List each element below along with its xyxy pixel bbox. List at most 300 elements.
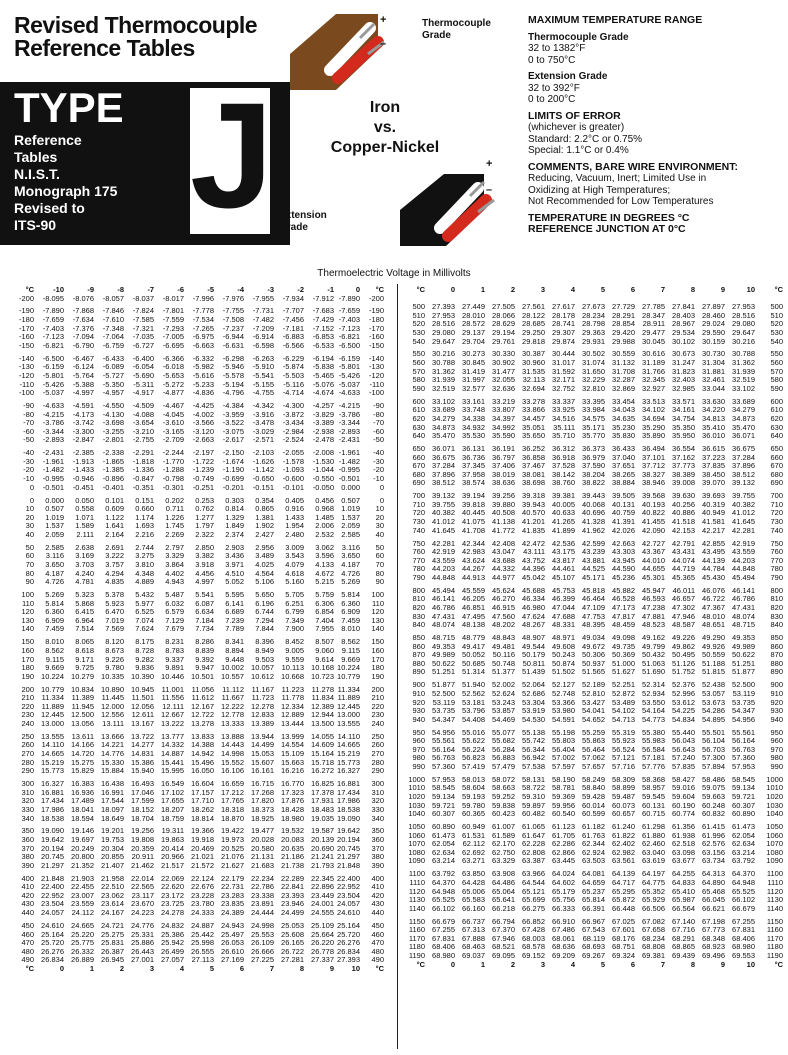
table-cell: 26.610 xyxy=(221,946,244,956)
table-cell: 6.964 xyxy=(75,615,94,625)
table-cell: 18.814 xyxy=(191,813,214,823)
table-cell: 34.992 xyxy=(492,422,515,432)
table-cell: -5.874 xyxy=(282,362,304,372)
table-cell: -4.300 xyxy=(282,401,304,411)
table-cell: 65.525 xyxy=(432,895,455,905)
table-cell: 63.908 xyxy=(492,869,515,879)
table-cell: 480 xyxy=(21,946,34,956)
table-cell: 47.495 xyxy=(462,611,485,621)
table-cell: 140 xyxy=(21,624,34,634)
table-cell: -7.181 xyxy=(282,323,304,333)
table-cell: -2.197 xyxy=(192,448,214,458)
table-cell: -6.883 xyxy=(282,332,304,342)
table-cell: 49.034 xyxy=(582,633,605,643)
table-cell: 68.119 xyxy=(582,933,605,943)
table-cell: 3 xyxy=(149,963,154,973)
table-cell: -0.946 xyxy=(72,474,94,484)
table-cell: 1080 xyxy=(408,847,425,857)
table-cell: 61.473 xyxy=(432,830,455,840)
table-cell: 39.880 xyxy=(492,499,515,509)
table-cell: 820 xyxy=(412,602,425,612)
table-cell: 60.599 xyxy=(582,809,605,819)
table-cell: 64.717 xyxy=(612,877,635,887)
table-cell: 1130 xyxy=(766,895,783,905)
table-cell: 30.216 xyxy=(432,349,455,359)
table-cell: 67.025 xyxy=(612,916,635,926)
table-cell: 45.882 xyxy=(612,585,635,595)
table-cell: 45.107 xyxy=(552,572,575,582)
table-cell: 10.612 xyxy=(251,671,274,681)
table-cell: 12.778 xyxy=(221,710,244,720)
table-cell: 510 xyxy=(770,310,783,320)
table-cell: 4.726 xyxy=(341,568,360,578)
table-cell: 690 xyxy=(770,478,783,488)
table-cell: 410 xyxy=(371,882,384,892)
table-cell: 4.889 xyxy=(135,577,154,587)
table-cell: -0.501 xyxy=(42,482,64,492)
table-cell: 6.360 xyxy=(341,598,360,608)
table-cell: 34.873 xyxy=(732,413,755,423)
table-cell: 680 xyxy=(412,469,425,479)
table-cell: 61.415 xyxy=(702,822,725,832)
table-cell: -0.201 xyxy=(222,482,244,492)
table-cell: -7.482 xyxy=(252,315,274,325)
table-cell: 64.139 xyxy=(612,869,635,879)
table-cell: -8.057 xyxy=(102,293,124,303)
table-cell: 36.433 xyxy=(612,443,635,453)
table-cell: -1 xyxy=(327,285,334,294)
table-cell: 0 xyxy=(29,482,34,492)
table-cell: 7.404 xyxy=(315,615,334,625)
table-cell: 28.403 xyxy=(672,310,695,320)
table-cell: 20.800 xyxy=(71,852,94,862)
table-cell: 34.102 xyxy=(642,405,665,415)
table-cell: -1.913 xyxy=(72,456,94,466)
table-cell: 1190 xyxy=(766,951,783,961)
table-cell: 52.748 xyxy=(552,688,575,698)
table-cell: 35.470 xyxy=(732,422,755,432)
table-cell: -3.786 xyxy=(338,409,360,419)
table-cell: 40.696 xyxy=(582,508,605,518)
table-cell: 44.139 xyxy=(702,555,725,565)
table-cell: 38.636 xyxy=(492,478,515,488)
table-cell: -7.321 xyxy=(132,323,154,333)
table-cell: 65.987 xyxy=(672,895,695,905)
table-cell: 31.247 xyxy=(672,358,695,368)
table-cell: 41.075 xyxy=(462,517,485,527)
table-cell: 69.553 xyxy=(732,951,755,961)
table-cell: 53.980 xyxy=(552,706,575,716)
table-cell: 56.464 xyxy=(582,744,605,754)
tc-grade-f: 32 to 1382°F xyxy=(528,43,586,54)
table-cell: 15.386 xyxy=(131,757,154,767)
table-cell: -70 xyxy=(373,418,384,428)
table-cell: 64.544 xyxy=(522,877,545,887)
table-cell: 36.373 xyxy=(582,443,605,453)
table-cell: 62.982 xyxy=(612,847,635,857)
table-cell: 33.161 xyxy=(462,396,485,406)
table-cell: -1.626 xyxy=(252,456,274,466)
table-cell: 38.019 xyxy=(492,469,515,479)
table-cell: 58.663 xyxy=(492,783,515,793)
table-cell: -7.890 xyxy=(42,306,64,316)
table-cell: 17.268 xyxy=(251,787,274,797)
table-cell: 34.279 xyxy=(732,405,755,415)
table-cell: 57.776 xyxy=(642,761,665,771)
table-cell: 890 xyxy=(412,667,425,677)
table-cell: 3.971 xyxy=(225,560,244,569)
table-cell: 40.005 xyxy=(552,499,575,509)
table-cell: 10.779 xyxy=(41,684,64,694)
table-cell: 37.835 xyxy=(702,461,725,471)
table-cell: 11.278 xyxy=(311,684,334,694)
table-cell: 4.726 xyxy=(45,577,64,587)
table-cell: 14.831 xyxy=(131,749,154,759)
table-cell: -5.311 xyxy=(133,379,154,389)
table-cell: 32.752 xyxy=(552,383,575,393)
table-cell: 38.450 xyxy=(702,469,725,479)
table-cell: 61.822 xyxy=(612,830,635,840)
table-cell: 10.723 xyxy=(311,671,334,681)
table-cell: 410 xyxy=(21,882,34,892)
tc-grade-c: 0 to 750°C xyxy=(528,54,576,66)
table-cell: 69.152 xyxy=(522,951,545,961)
table-cell: 400 xyxy=(371,873,384,883)
table-cell: 580 xyxy=(412,375,425,385)
table-cell: 48.010 xyxy=(702,611,725,621)
table-cell: 36.191 xyxy=(492,443,515,453)
table-cell: 31.419 xyxy=(462,366,485,376)
table-cell: 63.214 xyxy=(732,847,755,857)
table-cell: 39.568 xyxy=(642,491,665,501)
table-cell: 3.650 xyxy=(341,551,360,561)
table-cell: 56.224 xyxy=(462,744,485,754)
table-cell: 630 xyxy=(412,422,425,432)
table-cell: °C xyxy=(416,959,425,969)
table-cell: 22.289 xyxy=(281,873,304,883)
table-cell: 60 xyxy=(25,551,34,561)
table-cell: 45.430 xyxy=(702,572,725,582)
page-title xyxy=(14,14,257,60)
table-cell: 920 xyxy=(770,697,783,707)
table-cell: -0.251 xyxy=(192,482,214,492)
table-cell: 31.535 xyxy=(522,366,545,376)
table-cell: 200 xyxy=(371,684,384,694)
table-cell: 9.282 xyxy=(135,654,154,664)
table-cell: 63.156 xyxy=(702,847,725,857)
table-cell: 21.297 xyxy=(41,860,64,870)
table-cell: 55.016 xyxy=(462,727,485,737)
table-cell: 27.225 xyxy=(251,955,274,965)
table-cell: 25.720 xyxy=(337,929,360,939)
minus-sign: – xyxy=(380,38,387,50)
table-cell: 4 xyxy=(570,959,575,969)
table-cell: -3.872 xyxy=(282,409,304,419)
table-cell: -1.288 xyxy=(162,465,184,475)
table-cell: 64.313 xyxy=(702,869,725,879)
table-cell: 63.792 xyxy=(732,856,755,866)
table-cell: 6.032 xyxy=(165,598,184,608)
table-cell: -1.093 xyxy=(282,465,304,475)
table-cell: 27.897 xyxy=(702,302,725,312)
table-cell: 12.944 xyxy=(311,710,334,720)
table-cell: 1.589 xyxy=(75,521,94,531)
table-cell: 680 xyxy=(770,469,783,479)
table-cell: -7 xyxy=(147,285,154,294)
table-cell: 23.062 xyxy=(101,890,124,900)
table-cell: 20.028 xyxy=(251,835,274,844)
table-cell: 14.388 xyxy=(191,740,214,750)
table-cell: 5.106 xyxy=(255,577,274,587)
table-cell: -20 xyxy=(23,465,34,475)
table-cell: 21.903 xyxy=(71,873,94,883)
table-cell: 4.510 xyxy=(225,568,244,578)
table-cell: 62.402 xyxy=(612,839,635,849)
table-cell: 8 xyxy=(690,959,695,969)
table-cell: 60.774 xyxy=(672,809,695,819)
table-cell: 51.502 xyxy=(552,667,575,677)
table-cell: 12.389 xyxy=(311,701,334,711)
table-cell: 68.521 xyxy=(492,942,515,952)
table-cell: 46.076 xyxy=(702,585,725,595)
table-row xyxy=(399,385,788,394)
table-cell: 13.056 xyxy=(71,718,94,728)
table-cell: -2.984 xyxy=(282,426,304,436)
table-cell: -6.533 xyxy=(312,340,334,350)
table-cell: 48.843 xyxy=(492,633,515,643)
table-cell: 13.999 xyxy=(281,731,304,741)
table-cell: 13.444 xyxy=(281,718,304,728)
table-cell: 13.555 xyxy=(41,731,64,741)
table-cell: 310 xyxy=(21,787,34,797)
table-cell: 350 xyxy=(21,826,34,836)
table-cell: 700 xyxy=(770,491,783,501)
table-cell: 1110 xyxy=(767,877,783,887)
table-cell: 1.745 xyxy=(165,521,184,531)
table-cell: 270 xyxy=(371,749,384,759)
table-cell: 500 xyxy=(412,302,425,312)
table-cell: 39.132 xyxy=(432,491,455,501)
table-cell: 50.622 xyxy=(732,650,755,660)
table-cell: 21.572 xyxy=(191,860,214,870)
table-cell: 28.854 xyxy=(612,319,635,329)
table-cell: 48.651 xyxy=(702,620,725,630)
table-cell: -7.801 xyxy=(162,306,184,316)
table-cell: -7.094 xyxy=(72,332,94,342)
table-cell: -4.509 xyxy=(132,401,154,411)
table-cell: 25.275 xyxy=(101,929,124,939)
table-cell: 13.000 xyxy=(41,718,64,728)
table-cell: 0 xyxy=(59,963,64,973)
extension-wire-icon xyxy=(400,170,510,250)
table-cell: 42.919 xyxy=(732,538,755,548)
table-cell: 7.294 xyxy=(255,615,274,625)
table-cell: 25.664 xyxy=(311,929,334,939)
table-cell: 16.493 xyxy=(131,779,154,789)
table-cell: 54.773 xyxy=(642,714,665,724)
table-cell: 36.858 xyxy=(522,452,545,462)
table-cell: 54.408 xyxy=(462,714,485,724)
table-cell: 32.694 xyxy=(522,383,545,393)
table-cell: 18.538 xyxy=(337,804,360,814)
table-cell: 49.226 xyxy=(672,633,695,643)
table-cell: -0.699 xyxy=(222,474,244,484)
table-cell: 41.012 xyxy=(732,508,755,518)
table-cell: 270 xyxy=(21,749,34,759)
table-cell: -3.029 xyxy=(252,426,274,436)
table-cell: 46.141 xyxy=(732,585,755,595)
table-cell: -2.385 xyxy=(72,448,94,458)
table-cell: 5.595 xyxy=(225,590,244,600)
table-cell: 58.840 xyxy=(582,783,605,793)
table-cell: 22.896 xyxy=(311,882,334,892)
table-cell: 49.672 xyxy=(582,641,605,651)
table-cell: -0.501 xyxy=(338,474,360,484)
table-cell: 9 xyxy=(720,285,725,294)
table-cell: 62.112 xyxy=(462,839,485,849)
table-cell: 63.561 xyxy=(612,856,635,866)
table-cell: 20.690 xyxy=(311,843,334,853)
table-cell: -0.995 xyxy=(338,465,360,475)
table-cell: 48.971 xyxy=(552,633,575,643)
table-cell: 52.686 xyxy=(522,688,545,698)
sub-line: ITS-90 xyxy=(14,217,57,233)
table-cell: 0 xyxy=(29,495,34,505)
table-cell: 48.779 xyxy=(462,633,485,643)
table-cell: 19.201 xyxy=(101,826,124,836)
table-cell: 190 xyxy=(371,671,384,681)
table-cell: 68.751 xyxy=(612,942,635,952)
table-cell: 64.948 xyxy=(732,877,755,887)
table-cell: 57.597 xyxy=(552,761,575,771)
table-cell: 26.722 xyxy=(281,946,304,956)
table-cell: 49.290 xyxy=(702,633,725,643)
table-cell: 70 xyxy=(25,560,34,569)
table-cell: -110 xyxy=(369,379,384,389)
table-cell: 25.164 xyxy=(41,929,64,939)
table-cell: 53.796 xyxy=(462,706,485,716)
tc-grade-label: Thermocouple Grade xyxy=(528,31,629,43)
table-cell: 19.090 xyxy=(41,826,64,836)
table-row xyxy=(399,763,788,772)
plus-sign: + xyxy=(380,14,387,26)
table-cell: 1090 xyxy=(408,856,425,866)
table-cell: 0.660 xyxy=(135,504,154,514)
table-cell: 420 xyxy=(21,890,34,900)
table-cell: 60.307 xyxy=(732,800,755,810)
table-cell: 30.387 xyxy=(522,349,545,359)
table-cell: 62.634 xyxy=(732,839,755,849)
table-cell: 48.074 xyxy=(432,620,455,630)
table-cell: 11.556 xyxy=(161,693,184,703)
table-cell: -20 xyxy=(373,465,384,475)
table-cell: 35.590 xyxy=(492,431,515,441)
table-row xyxy=(399,716,788,725)
table-cell: 22.952 xyxy=(337,882,360,892)
table-cell: 49.353 xyxy=(432,641,455,651)
table-cell: 38.142 xyxy=(552,469,575,479)
table-cell: 54.347 xyxy=(732,706,755,716)
table-cell: 67.313 xyxy=(462,925,485,935)
table-cell: 8.231 xyxy=(165,637,184,647)
table-cell: 220 xyxy=(371,701,384,711)
table-cell: 10 xyxy=(25,504,34,514)
table-cell: -7.976 xyxy=(222,293,244,303)
table-cell: 57.360 xyxy=(432,761,455,771)
table-cell: 55.380 xyxy=(642,727,665,737)
table-cell: 17.931 xyxy=(311,796,334,806)
table-cell: 64.775 xyxy=(642,877,665,887)
table-cell: 57.835 xyxy=(672,761,695,771)
table-cell: 220 xyxy=(21,701,34,711)
table-row xyxy=(0,436,396,445)
table-cell: 31.074 xyxy=(582,358,605,368)
table-cell: 50.369 xyxy=(612,650,635,660)
table-cell: -3.522 xyxy=(222,418,244,428)
table-cell: 26.053 xyxy=(221,938,244,948)
table-cell: 28.516 xyxy=(732,310,755,320)
table-cell: 18.041 xyxy=(71,804,94,814)
table-cell: 47.624 xyxy=(522,611,545,621)
table-cell: 1.954 xyxy=(285,521,304,531)
table-cell: -90 xyxy=(373,401,384,411)
table-cell: 32.055 xyxy=(492,375,515,385)
table-cell: -7.237 xyxy=(222,323,244,333)
table-cell: 530 xyxy=(412,327,425,337)
table-cell: -3.698 xyxy=(102,418,124,428)
table-cell: 46.205 xyxy=(462,594,485,604)
table-cell: 65.641 xyxy=(492,895,515,905)
table-cell: 56.823 xyxy=(462,753,485,763)
table-cell: 550 xyxy=(770,349,783,359)
table-cell: 900 xyxy=(770,680,783,690)
table-cell: 25.720 xyxy=(41,938,64,948)
table-cell: 10.390 xyxy=(131,671,154,681)
table-cell: 460 xyxy=(21,929,34,939)
table-cell: 59.428 xyxy=(582,792,605,802)
table-cell: 7.514 xyxy=(75,624,94,634)
table-cell: 1120 xyxy=(408,886,425,896)
table-cell: 490 xyxy=(21,955,34,965)
table-cell: 18.483 xyxy=(311,804,334,814)
table-cell: 37.712 xyxy=(642,461,665,471)
table-cell: 1100 xyxy=(408,869,425,879)
table-cell: 59.487 xyxy=(612,792,635,802)
table-cell: 52.002 xyxy=(492,680,515,690)
table-cell: 20.745 xyxy=(41,852,64,862)
table-cell: -9 xyxy=(87,285,94,294)
table-cell: 38.512 xyxy=(432,478,455,488)
table-cell: 55.622 xyxy=(462,736,485,746)
table-cell: 23.172 xyxy=(161,890,184,900)
table-cell: -4.796 xyxy=(222,388,244,398)
table-cell: 190 xyxy=(21,671,34,681)
table-cell: 59.134 xyxy=(432,792,455,802)
table-cell: 61.763 xyxy=(582,830,605,840)
table-cell: -190 xyxy=(18,306,34,316)
table-cell: 55.863 xyxy=(582,736,605,746)
table-cell: 970 xyxy=(412,744,425,754)
table-cell: 66.102 xyxy=(432,903,455,913)
table-cell: 640 xyxy=(770,431,783,441)
table-cell: 16.881 xyxy=(41,787,64,797)
table-cell: 960 xyxy=(412,736,425,746)
table-cell: 36.071 xyxy=(432,443,455,453)
table-cell: 50.874 xyxy=(552,658,575,668)
table-cell: 10.834 xyxy=(71,684,94,694)
table-cell: 58.722 xyxy=(522,783,545,793)
table-cell: 58.249 xyxy=(582,774,605,784)
